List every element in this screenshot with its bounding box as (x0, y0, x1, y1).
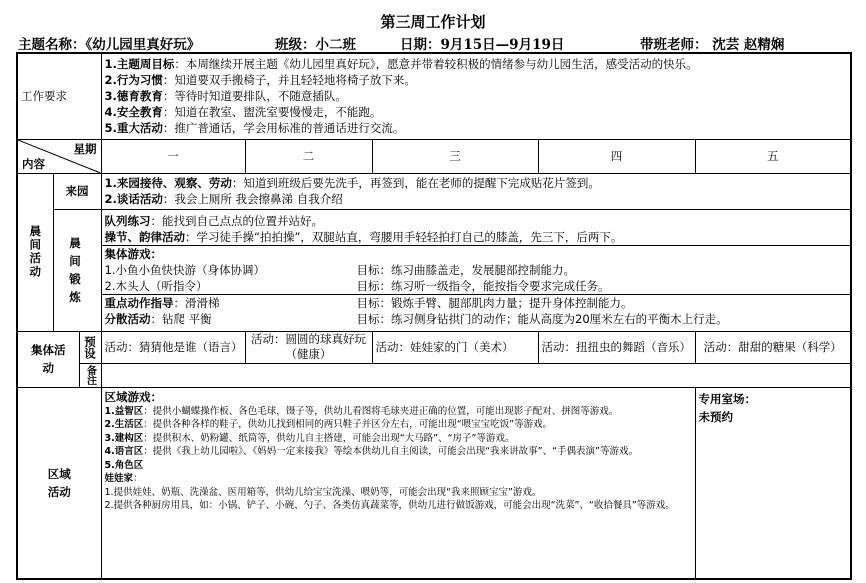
weekday-header: 四 (538, 139, 695, 173)
area-activity-content: 区域游戏： 1.益智区：提供小蝴蝶操作板、各色毛球，镊子等，供幼儿看图将毛球夹进正确的位置，可能出现影子配对、拼图等游戏。 2.生活区：提供各种各样的鞋子，供幼儿找到相同的两只鞋子并区分左右，可能出现“喂宝宝吃饭”等游戏。 3.建构区：提供积木、奶粉罐、纸筒等，供幼儿自主搭建，可能会出现“大马路”、“房子”等游戏。 4.语言区：提供《我上幼儿园啦》、《妈妈一定来接我》等绘本供幼儿自主阅读，可能会出现“我来讲故事”、“手偶表演”等游戏。 5.角色区 娃娃家： 1.提供娃娃、奶瓶、洗澡盆、医用箱等，供幼儿给宝宝洗澡、喂奶等，可能会出现“我来照顾宝宝”游戏。 2.提供各种厨房用具，如：小锅、铲子、小碗、勺子、各类仿真蔬菜等，供幼儿进行做饭游戏，可能会出现“洗菜”、“收拾餐具”等游戏。 (101, 387, 695, 579)
group-activity-day: 活动：甜甜的糖果（科学） (695, 331, 851, 363)
area-item: 3.建构区：提供积木、奶粉罐、纸筒等，供幼儿自主搭建，可能会出现“大马路”、“房子”等游戏。 (104, 432, 515, 444)
group-game-row: 2.木头人（听指令） 目标：练习听一级指令，能按指令要求完成任务。 (102, 278, 851, 295)
preset-label: 预设 (79, 331, 101, 363)
requirement-item: 4.安全教育：知道在教室、盥洗室要慢慢走，不能跑。 (104, 105, 382, 120)
class-name: 班级：小二班 (275, 37, 356, 53)
weekday-corner-top: 星期 (73, 141, 97, 156)
date-range: 日期：9月15日—9月19日 (400, 37, 565, 53)
weekday-header: 二 (245, 139, 372, 173)
morning-exercise-label: 晨间锻炼 (53, 209, 101, 331)
group-activity-day: 活动：娃娃家的门（美术） (372, 331, 538, 363)
area-item: 5.角色区 (104, 459, 144, 471)
focus-action-row: 重点动作指导：滑滑梯 目标：锻炼手臂、腿部肌肉力量；提升身体控制能力。 (104, 296, 633, 310)
special-room-cell (695, 387, 851, 579)
group-activity-day: 活动：圆圆的球真好玩（健康） (245, 331, 372, 363)
morning-activity-label: 晨间活动 (17, 173, 53, 331)
group-game-row: 1.小鱼小鱼快快游（身体协调） 目标：练习曲膝盖走，发展腿部控制能力。 (104, 263, 576, 277)
area-item: 1.提供娃娃、奶瓶、洗澡盆、医用箱等，供幼儿给宝宝洗澡、喂奶等，可能会出现“我来照顾宝宝”游戏。 (104, 486, 542, 498)
arrival-label: 来园 (53, 173, 101, 209)
area-item: 1.益智区：提供小蝴蝶操作板、各色毛球，镊子等，供幼儿看图将毛球夹进正确的位置，可能出现影子配对、拼图等游戏。 (104, 405, 619, 417)
weekly-plan-table (16, 52, 852, 580)
page-title: 第三周工作计划 (380, 13, 486, 31)
requirement-item: 1.主题周目标：本周继续开展主题《幼儿园里真好玩》，愿意并带着较积极的情绪参与幼儿园生活，感受活动的快乐。 (104, 57, 698, 72)
scatter-activity-row: 分散活动：钻爬 平衡 目标：练习侧身钻拱门的动作；能从高度为20厘米左右的平衡木上行走。 (104, 312, 728, 326)
group-activity-day: 活动：扭扭虫的舞蹈（音乐） (538, 331, 695, 363)
group-activity-day: 活动：猜猜他是谁（语言） (101, 331, 245, 363)
arrival-content: 1.来园接待、观察、劳动：知道到班级后要先洗手，再签到，能在老师的提醒下完成贴花片签到。 2.谈话活动：我会上厕所 我会擦鼻涕 自我介绍 (101, 173, 851, 209)
weekday-corner-cell (17, 139, 101, 173)
requirement-item: 2.行为习惯：知道要双手搬椅子，并且轻轻地将椅子放下来。 (104, 73, 416, 88)
area-activity-label: 区域活动 (17, 387, 101, 579)
theme-name: 主题名称：《幼儿园里真好玩》 (18, 37, 201, 53)
requirement-item: 3.德育教育：等待时知道要排队，不随意插队。 (104, 89, 347, 104)
area-item: 2.提供各种厨房用具，如：小锅、铲子、小碗、勺子、各类仿真蔬菜等，供幼儿进行做饭游戏，可能会出现“洗菜”、“收拾餐具”等游戏。 (104, 500, 675, 511)
group-activity-label: 集体活动 (17, 331, 79, 387)
weekday-header: 一 (101, 139, 245, 173)
teacher-names: 带班老师： 沈芸 赵精娴 (640, 37, 785, 53)
area-item: 4.语言区：提供《我上幼儿园啦》、《妈妈一定来接我》等绘本供幼儿自主阅读，可能会出现“我来讲故事”、“手偶表演”等游戏。 (104, 446, 638, 457)
requirements-content (101, 53, 851, 139)
weekday-header: 三 (372, 139, 538, 173)
area-item: 2.生活区：提供各种各样的鞋子，供幼儿找到相同的两只鞋子并区分左右，可能出现“喂宝宝吃饭”等游戏。 (104, 419, 553, 430)
weekday-header: 五 (695, 139, 851, 173)
note-content (101, 363, 851, 387)
requirement-item: 5.重大活动：推广普通话，学会用标准的普通话进行交流。 (104, 121, 405, 136)
requirements-label: 工作要求 (17, 53, 101, 139)
area-item: 娃娃家： (104, 473, 143, 484)
special-room-value: 未预约 (698, 409, 734, 424)
weekday-corner-bottom: 内容 (22, 156, 45, 171)
morning-exercise-content: 队列练习：能找到自己点点的位置并站好。 操节、韵律活动：学习徒手操“拍拍操”，双腿站直，弯腰用手轻轻拍打自己的膝盖，先三下，后两下。 集体游戏： 1.小鱼小鱼快快游（身体协调） 目标：练习曲膝盖走，发展腿部控制能力。 2.木头人（听指令） 目标：练习听一级指令，能按指令要求完成任务。 重点动作指导：滑滑梯 目标：锻炼手臂、腿部肌肉力量；提升身体控制能力。 分散活动：钻爬 平衡 目标：练习侧身钻拱门的动作；能从高度为20厘米左右的平衡木上行走。 (101, 209, 851, 331)
special-room-title: 专用室场： (698, 391, 757, 406)
note-label: 备注 (79, 363, 101, 387)
